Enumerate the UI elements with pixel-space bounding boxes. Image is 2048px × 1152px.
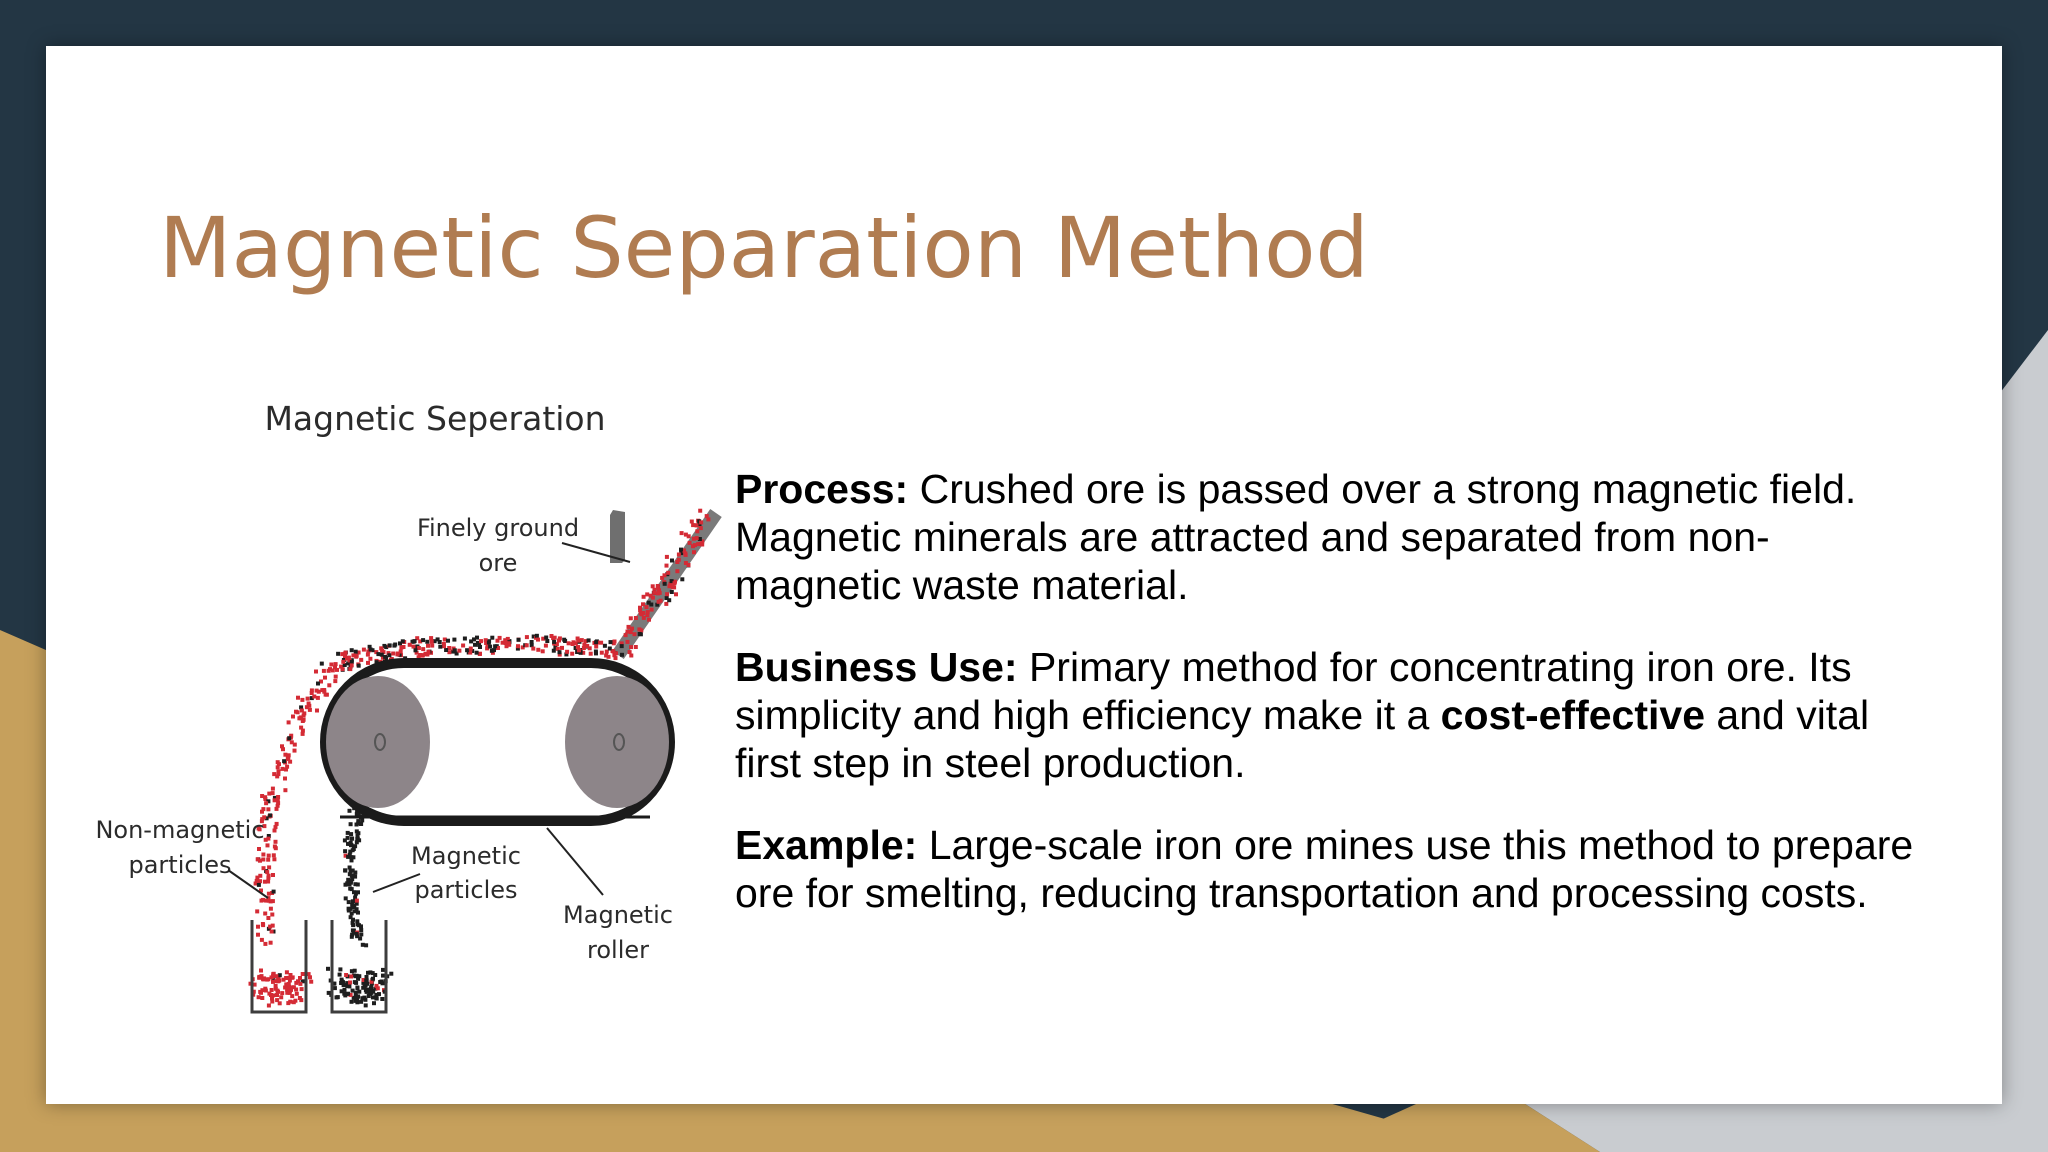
label-magnetic-particles-line1: Magnetic: [411, 842, 521, 870]
feed-chute: [610, 510, 625, 563]
roller-pointer-arrow: [547, 828, 603, 895]
business-use-text: Primary method for concentrating iron ore. Its simplicity and high efficiency make it a: [735, 644, 1852, 738]
business-use-emphasis: cost-effective: [1440, 692, 1705, 738]
business-use-label: Business Use:: [735, 644, 1018, 690]
label-finely-ground-ore-line1: Finely ground: [416, 514, 580, 542]
label-non-magnetic-line1: Non-magnetic: [95, 816, 265, 844]
label-magnetic-particles-line2: particles: [414, 876, 518, 904]
business-use-text-end: and vital first step in steel production.: [735, 692, 1870, 786]
example-label: Example:: [735, 822, 918, 868]
process-paragraph: [735, 465, 1915, 609]
label-non-magnetic-line2: particles: [128, 851, 232, 879]
label-magnetic-roller-line1: Magnetic: [563, 901, 673, 929]
drive-roller: [326, 676, 430, 808]
diagram-heading: Magnetic Seperation: [264, 399, 606, 438]
magnetic-particles-pointer-arrow: [373, 874, 420, 892]
example-text: Large-scale iron ore mines use this method to prepare ore for smelting, reducing transportation and processing costs.: [735, 822, 1914, 916]
magnetic-separation-diagram: [90, 380, 730, 1040]
process-label: Process:: [735, 466, 909, 512]
example-paragraph: [735, 821, 1915, 917]
content-text: [735, 465, 1915, 951]
magnetic-roller-shape: [565, 676, 669, 808]
business-use-paragraph: [735, 643, 1915, 787]
slide-title: Magnetic Separation Method: [159, 199, 1369, 297]
label-magnetic-roller-line2: roller: [587, 936, 649, 964]
label-finely-ground-ore-line2: ore: [478, 549, 518, 577]
process-text: Crushed ore is passed over a strong magnetic field. Magnetic minerals are attracted and separated from non-magnetic waste material.: [735, 466, 1857, 608]
